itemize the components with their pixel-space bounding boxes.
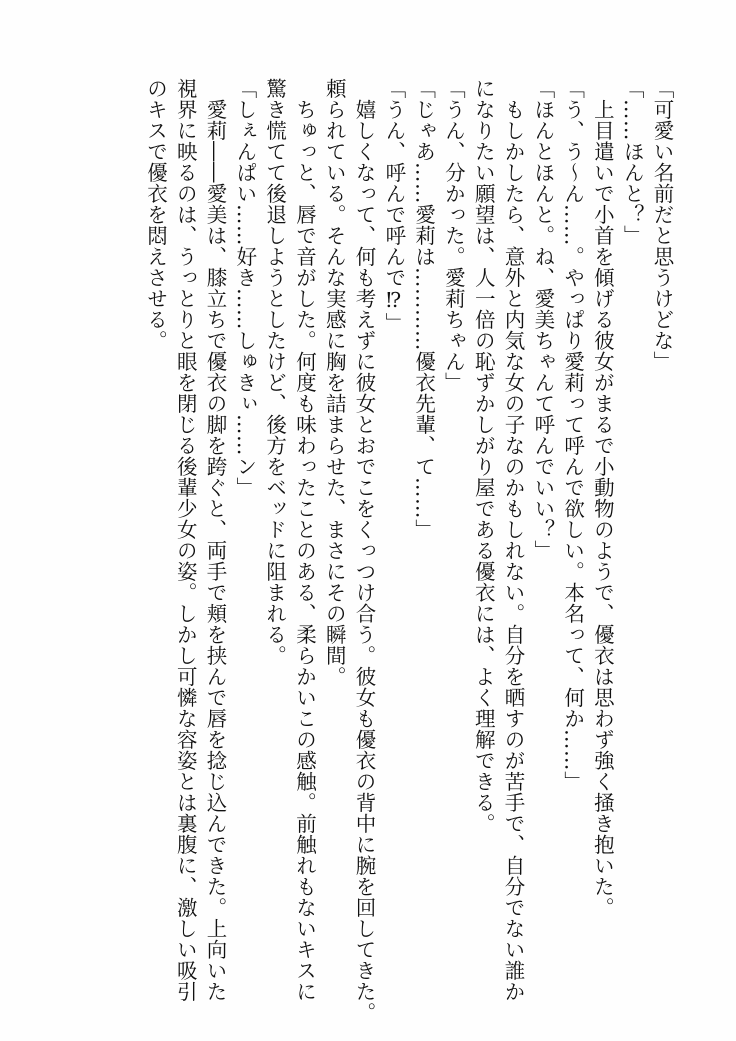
text-line: 頼られている。そんな実感に胸を詰まらせた、まさにその瞬間。 bbox=[322, 78, 347, 687]
text-line: 「うん、呼んで呼んで⁉」 bbox=[381, 78, 406, 334]
text-line: もしかしたら、意外と内気な女の子なのかもしれない。自分を晒すのが苦手で、自分でない誰か bbox=[501, 78, 526, 1002]
text-line: 「じゃあ……愛莉は…………優衣先輩、て……」 bbox=[411, 78, 436, 540]
text-line: 「うん、分かった。愛莉ちゃん」 bbox=[441, 78, 466, 393]
text-line: 「ほんとほんと。ね、愛美ちゃんて呼んでいい？」 bbox=[530, 78, 555, 561]
text-line: 「可愛い名前だと思うけどな」 bbox=[650, 78, 674, 372]
vertical-text-body bbox=[56, 78, 676, 1023]
text-line: ちゅっと、唇で音がした。何度も味わったことのある、柔らかいこの感触。前触れもないキスに bbox=[292, 78, 317, 1002]
text-line: になりたい願望は、人一倍の恥ずかしがり屋である優衣には、よく理解できる。 bbox=[471, 78, 496, 834]
text-line: 驚き慌てて後退しようとしたけど、後方をベッドに阻まれる。 bbox=[262, 78, 287, 666]
text-line: 愛莉――愛美は、膝立ちで優衣の脚を跨ぐと、両手で頬を挟んで唇を捻じ込んできた。上向いた bbox=[203, 78, 228, 1002]
text-line: 嬉しくなって、何も考えずに彼女とおでこをくっつけ合う。彼女も優衣の背中に腕を回してきた。 bbox=[352, 78, 377, 1023]
text-line: 視界に映るのは、うっとりと眼を閉じる後輩少女の姿。しかし可憐な容姿とは裏腹に、激しい吸引 bbox=[173, 78, 198, 1002]
text-line: 「しぇんぱい……好き……しゅきぃ……ン」 bbox=[232, 78, 257, 498]
text-line: 上目遣いで小首を傾げる彼女がまるで小動物のようで、優衣は思わず強く掻き抱いた。 bbox=[590, 78, 615, 918]
text-line: 「……ほんと？」 bbox=[620, 78, 645, 246]
text-line: 「う、う〜ん……。やっぱり愛莉って呼んで欲しい。本名って、何か……」 bbox=[560, 78, 585, 792]
text-line: のキスで優衣を悶えさせる。 bbox=[143, 78, 168, 351]
